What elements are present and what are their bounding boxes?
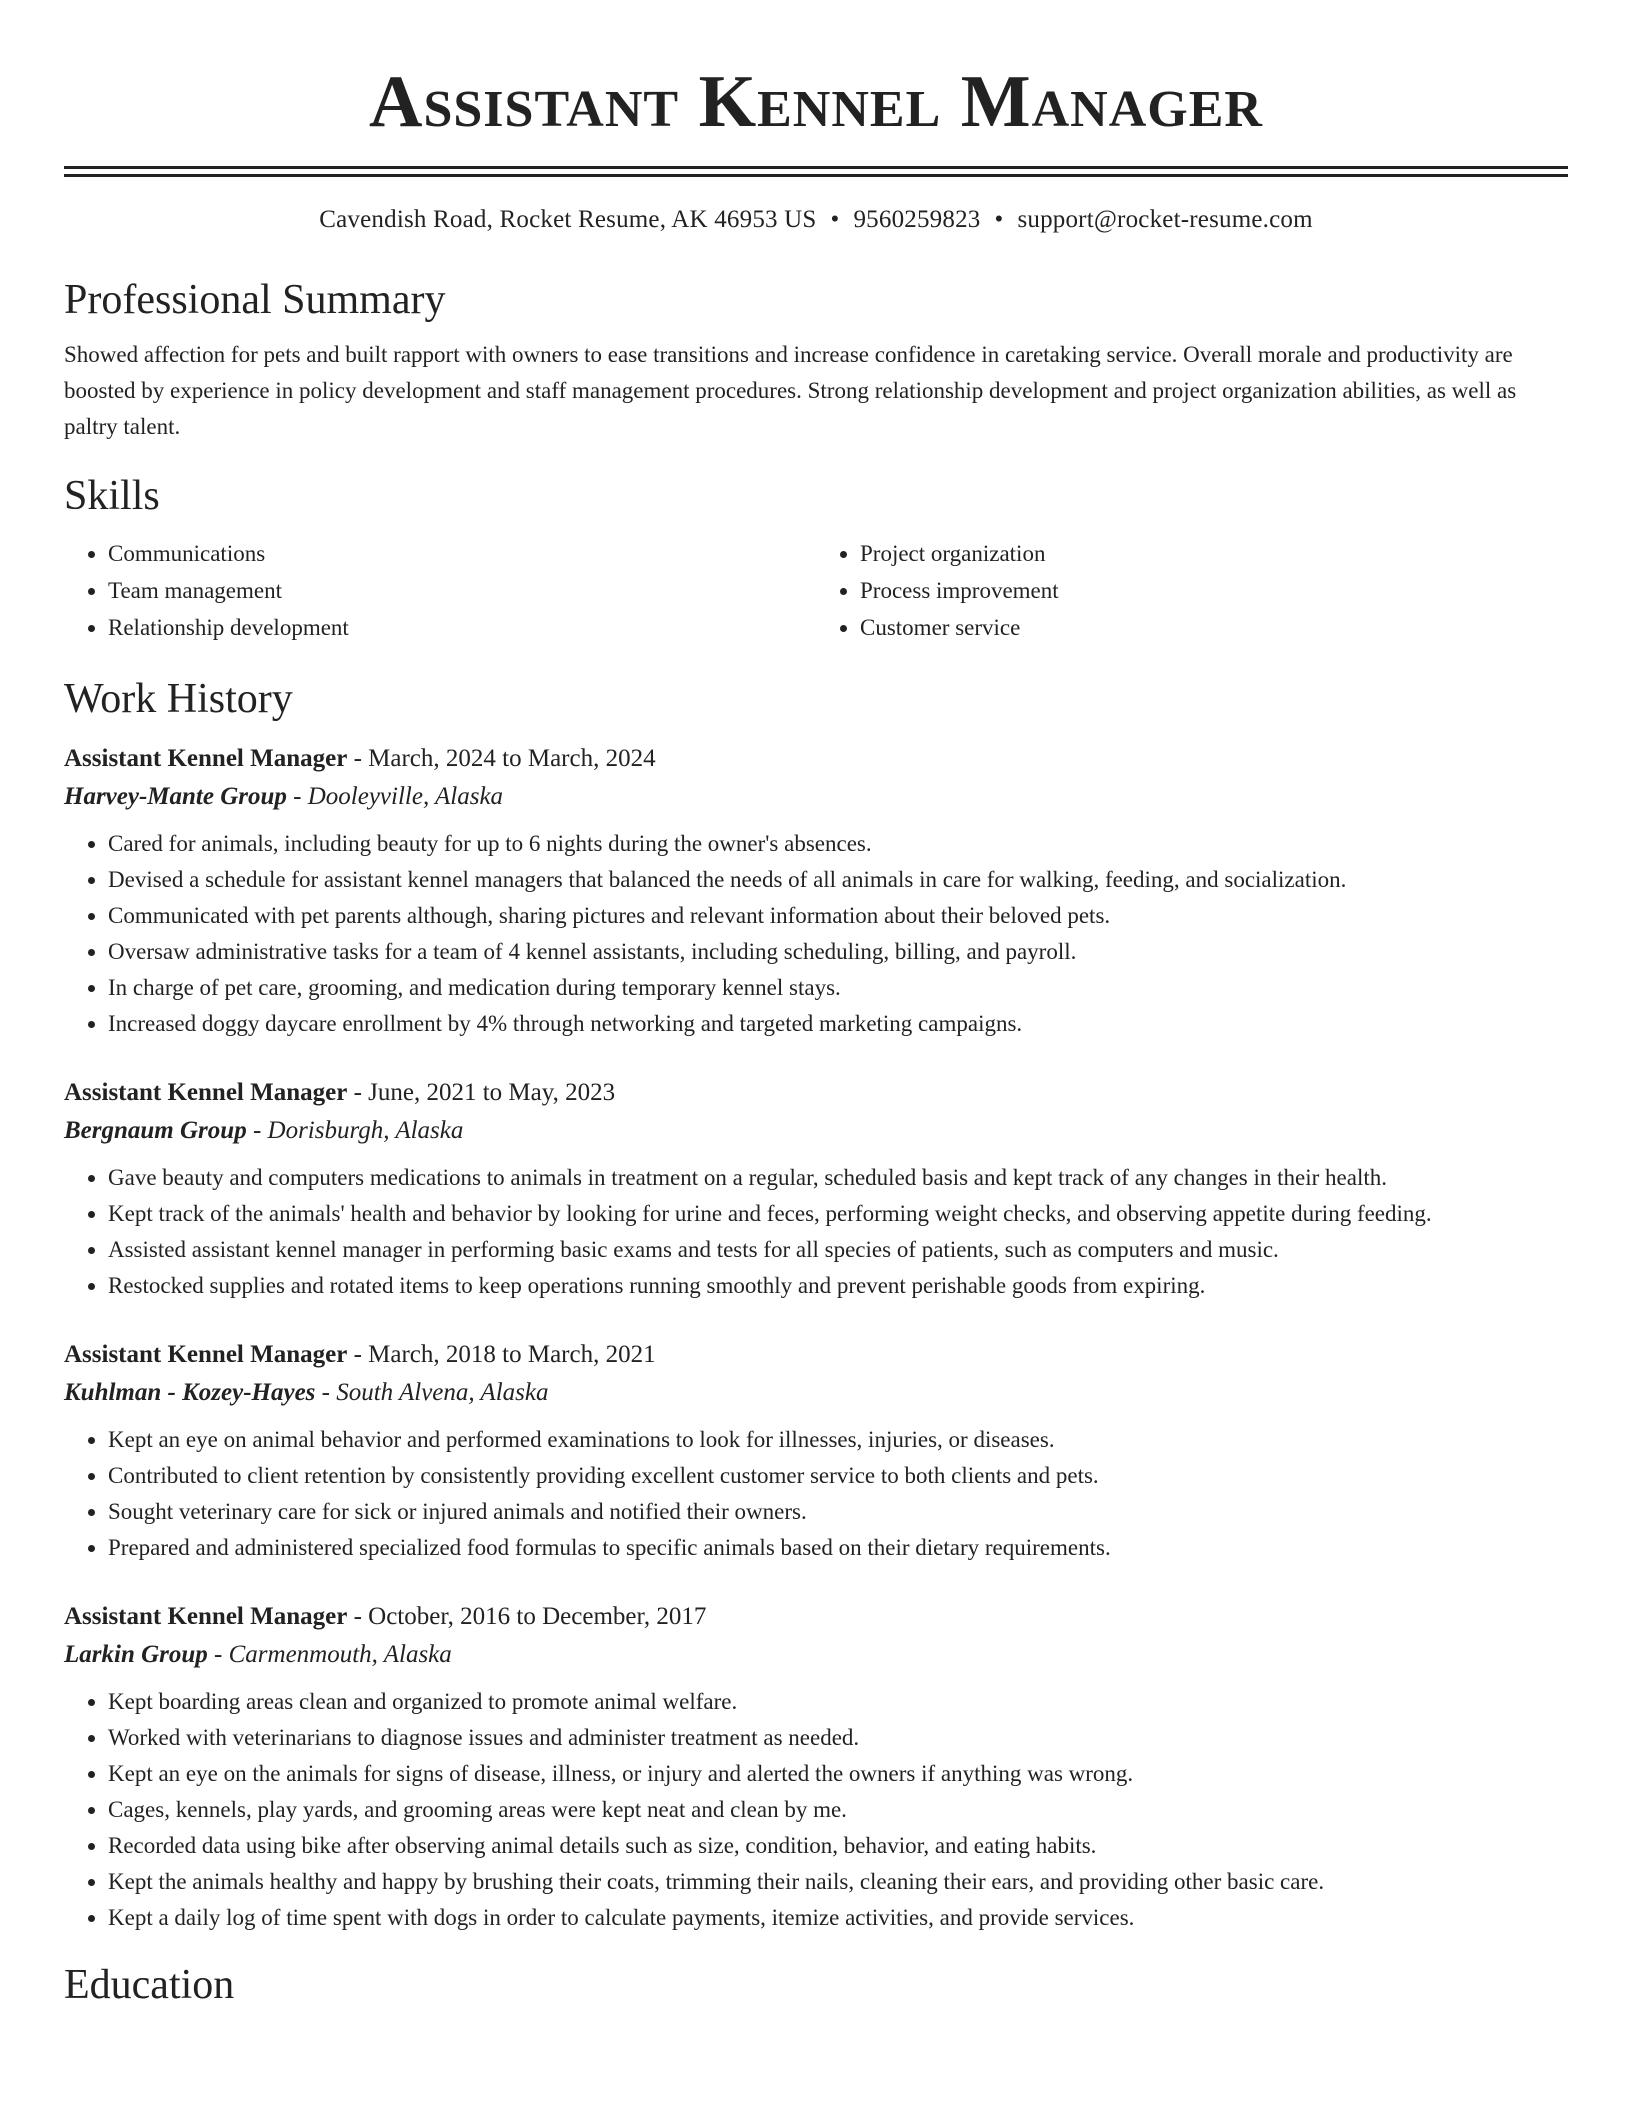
job-role: Assistant Kennel Manager <box>64 745 348 772</box>
summary-text: Showed affection for pets and built rapport with owners to ease transitions and increase confidence in caretaking service. Overall morale and productivity are boosted by experience in policy development and staff management procedures. Strong relationship development and project organization abilities, as well as paltry talent. <box>64 342 1517 439</box>
contact-phone: 9560259823 <box>853 206 981 233</box>
title-double-rule <box>64 166 1568 177</box>
job-title-line <box>64 1336 1568 1374</box>
contact-separator: • <box>830 206 840 233</box>
duty-item: • Gave beauty and computers medications to animals in treatment on a regular, scheduled basis and kept track of any changes in their health. <box>108 1160 1568 1196</box>
job-role: Assistant Kennel Manager <box>64 1079 348 1106</box>
job-title-line <box>64 1598 1568 1636</box>
job-role: Assistant Kennel Manager <box>64 1341 348 1368</box>
skills-column-right <box>816 535 1568 646</box>
duty-item: • Assisted assistant kennel manager in performing basic exams and tests for all species of patients, such as computers and music. <box>108 1232 1568 1268</box>
job-dates: - March, 2024 to March, 2024 <box>347 745 656 772</box>
job-title-line <box>64 740 1568 778</box>
contact-line <box>64 205 1568 235</box>
resume-title: Assistant Kennel Manager <box>369 61 1263 143</box>
company-location: - Dorisburgh, Alaska <box>246 1117 464 1144</box>
duty-item: • Contributed to client retention by consistently providing excellent customer service to both clients and pets. <box>108 1458 1568 1494</box>
duty-item: • Kept an eye on animal behavior and performed examinations to look for illnesses, injuries, or diseases. <box>108 1422 1568 1458</box>
skills-column-left <box>64 535 816 646</box>
company-location: - South Alvena, Alaska <box>315 1379 549 1406</box>
duty-item: • Oversaw administrative tasks for a team of 4 kennel assistants, including scheduling, billing, and payroll. <box>108 934 1568 970</box>
duty-item: • Prepared and administered specialized food formulas to specific animals based on their dietary requirements. <box>108 1530 1568 1566</box>
duty-item: • Restocked supplies and rotated items to keep operations running smoothly and prevent perishable goods from expiring. <box>108 1268 1568 1304</box>
company-name: Kuhlman - Kozey-Hayes <box>64 1379 316 1406</box>
duty-item: • Cages, kennels, play yards, and grooming areas were kept neat and clean by me. <box>108 1792 1568 1828</box>
duty-item: • Kept the animals healthy and happy by brushing their coats, trimming their nails, cleaning their ears, and providing other basic care. <box>108 1864 1568 1900</box>
duty-item: • Cared for animals, including beauty for up to 6 nights during the owner's absences. <box>108 826 1568 862</box>
duty-item: • Sought veterinary care for sick or injured animals and notified their owners. <box>108 1494 1568 1530</box>
contact-email: support@rocket-resume.com <box>1017 206 1313 233</box>
duties-list <box>64 1160 1568 1304</box>
job-dates: - June, 2021 to May, 2023 <box>347 1079 616 1106</box>
company-line <box>64 1636 1568 1674</box>
job-entry <box>64 1598 1568 1936</box>
summary-heading: Professional Summary <box>64 277 446 323</box>
education-heading: Education <box>64 1962 235 2008</box>
skills-list <box>64 535 1568 646</box>
duty-item: • Kept an eye on the animals for signs of disease, illness, or injury and alerted the owners if anything was wrong. <box>108 1756 1568 1792</box>
duty-item: • Recorded data using bike after observing animal details such as size, condition, behavior, and eating habits. <box>108 1828 1568 1864</box>
job-entry <box>64 740 1568 1042</box>
company-location: - Dooleyville, Alaska <box>286 783 504 810</box>
duties-list <box>64 1684 1568 1936</box>
company-line <box>64 778 1568 816</box>
duty-item: • In charge of pet care, grooming, and medication during temporary kennel stays. <box>108 970 1568 1006</box>
company-line <box>64 1374 1568 1412</box>
duty-item: • Devised a schedule for assistant kennel managers that balanced the needs of all animals in care for walking, feeding, and socialization. <box>108 862 1568 898</box>
contact-separator: • <box>994 206 1004 233</box>
company-location: - Carmenmouth, Alaska <box>207 1641 452 1668</box>
company-name: Harvey-Mante Group <box>64 783 287 810</box>
company-name: Bergnaum Group <box>64 1117 247 1144</box>
skill-item: • Communications <box>108 535 816 572</box>
duty-item: • Communicated with pet parents although, sharing pictures and relevant information about their beloved pets. <box>108 898 1568 934</box>
skills-heading: Skills <box>64 473 160 519</box>
company-line <box>64 1112 1568 1150</box>
duty-item: • Kept boarding areas clean and organized to promote animal welfare. <box>108 1684 1568 1720</box>
duties-list <box>64 1422 1568 1566</box>
job-title-line <box>64 1074 1568 1112</box>
skill-item: • Process improvement <box>860 572 1568 609</box>
duty-item: • Worked with veterinarians to diagnose issues and administer treatment as needed. <box>108 1720 1568 1756</box>
skill-item: • Customer service <box>860 609 1568 646</box>
contact-address: Cavendish Road, Rocket Resume, AK 46953 US <box>319 206 817 233</box>
duties-list <box>64 826 1568 1042</box>
skill-item: • Team management <box>108 572 816 609</box>
skill-item: • Relationship development <box>108 609 816 646</box>
job-dates: - October, 2016 to December, 2017 <box>347 1603 707 1630</box>
work-history-heading: Work History <box>64 676 293 722</box>
job-entry <box>64 1336 1568 1566</box>
company-name: Larkin Group <box>64 1641 208 1668</box>
duty-item: • Kept a daily log of time spent with dogs in order to calculate payments, itemize activities, and provide services. <box>108 1900 1568 1936</box>
duty-item: • Kept track of the animals' health and behavior by looking for urine and feces, performing weight checks, and observing appetite during feeding. <box>108 1196 1568 1232</box>
job-dates: - March, 2018 to March, 2021 <box>347 1341 656 1368</box>
duty-item: • Increased doggy daycare enrollment by 4% through networking and targeted marketing campaigns. <box>108 1006 1568 1042</box>
skill-item: • Project organization <box>860 535 1568 572</box>
job-entry <box>64 1074 1568 1304</box>
job-role: Assistant Kennel Manager <box>64 1603 348 1630</box>
